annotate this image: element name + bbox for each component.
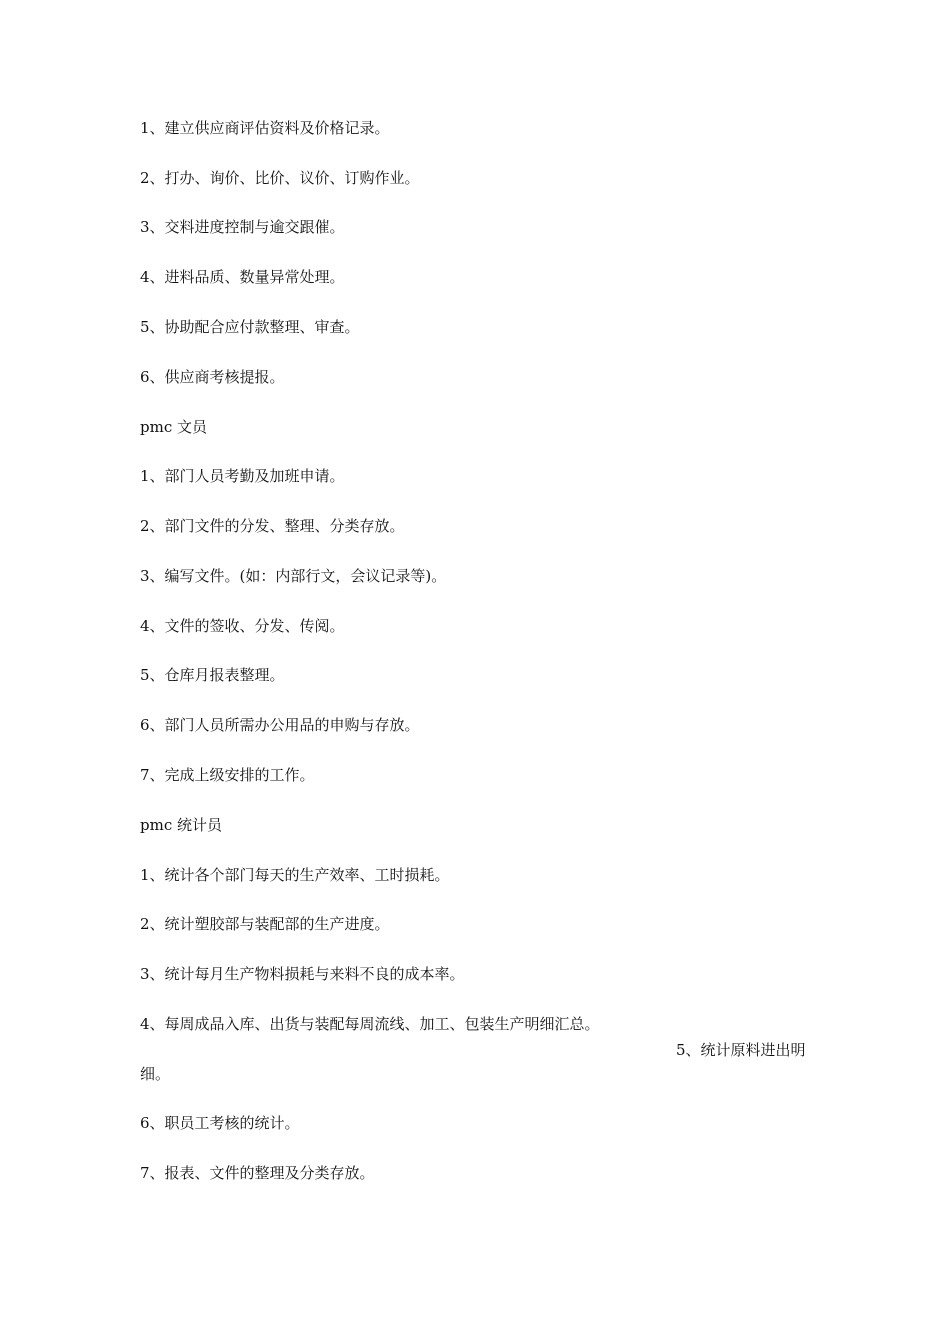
stats-item-7: 7、报表、文件的整理及分类存放。 (140, 1164, 375, 1182)
purchase-item-3: 3、交料进度控制与逾交跟催。 (140, 218, 345, 236)
purchase-item-2: 2、打办、询价、比价、议价、订购作业。 (140, 169, 420, 187)
stats-item-3: 3、统计每月生产物料损耗与来料不良的成本率。 (140, 965, 465, 983)
clerk-item-6: 6、部门人员所需办公用品的申购与存放。 (140, 716, 420, 734)
purchase-item-4: 4、进料品质、数量异常处理。 (140, 268, 345, 286)
purchase-item-6: 6、供应商考核提报。 (140, 368, 285, 386)
stats-item-1: 1、统计各个部门每天的生产效率、工时损耗。 (140, 866, 450, 884)
stats-item-2: 2、统计塑胶部与装配部的生产进度。 (140, 915, 390, 933)
purchase-item-1: 1、建立供应商评估资料及价格记录。 (140, 119, 390, 137)
clerk-item-5: 5、仓库月报表整理。 (140, 666, 285, 684)
stats-heading: pmc 统计员 (140, 816, 222, 834)
clerk-item-7: 7、完成上级安排的工作。 (140, 766, 315, 784)
clerk-item-3: 3、编写文件。(如：内部行文，会议记录等)。 (140, 567, 447, 585)
stats-item-4: 4、每周成品入库、出货与装配每周流线、加工、包装生产明细汇总。 (140, 1015, 600, 1033)
clerk-item-1: 1、部门人员考勤及加班申请。 (140, 467, 345, 485)
clerk-heading: pmc 文员 (140, 418, 207, 436)
clerk-item-2: 2、部门文件的分发、整理、分类存放。 (140, 517, 405, 535)
purchase-item-5: 5、协助配合应付款整理、审查。 (140, 318, 360, 336)
stats-item-6: 6、职员工考核的统计。 (140, 1114, 300, 1132)
clerk-item-4: 4、文件的签收、分发、传阅。 (140, 617, 345, 635)
stats-item-5-start: 5、统计原料进出明 (676, 1041, 806, 1059)
stats-item-5-end: 细。 (140, 1065, 171, 1083)
